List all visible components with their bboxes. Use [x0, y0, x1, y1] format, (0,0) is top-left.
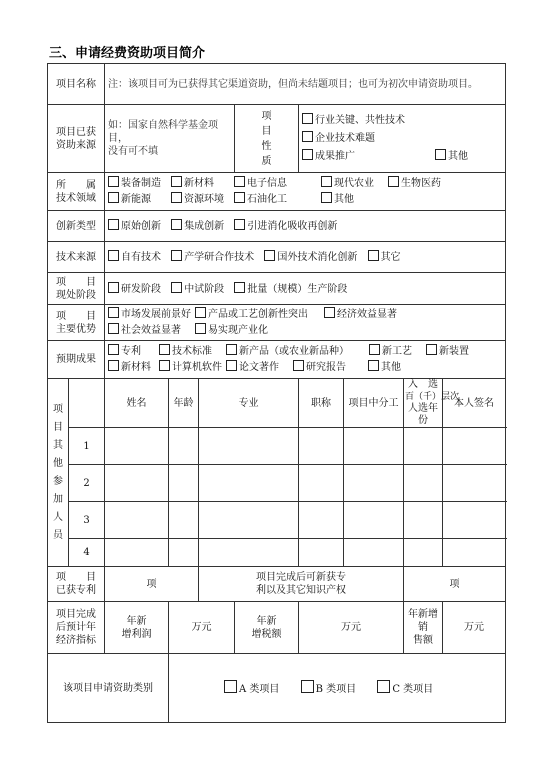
participants-label-char: 参: [53, 475, 63, 487]
tech-field-options: [105, 173, 506, 211]
category-option-label: C 类项目: [392, 684, 434, 695]
new-ip-count-cell[interactable]: [404, 567, 506, 602]
tech-field-row: [48, 173, 506, 211]
sales-unit: 万元: [464, 622, 484, 633]
participant-title-cell[interactable]: [299, 502, 344, 539]
checkbox[interactable]: [302, 149, 313, 160]
participants-label-char: 项: [53, 403, 63, 415]
profit-label: [105, 602, 169, 654]
participants-label-char: 加: [53, 493, 63, 505]
checkbox[interactable]: [224, 680, 237, 693]
nature-option-promotion[interactable]: [302, 148, 428, 166]
participant-age-cell[interactable]: [169, 465, 199, 502]
profit-unit: 万元: [191, 622, 212, 633]
stage-option[interactable]: [108, 282, 161, 296]
checkbox[interactable]: [108, 360, 119, 371]
economic-row: [48, 602, 506, 654]
header-age: 年龄: [169, 379, 199, 428]
tech-source-option[interactable]: [108, 250, 161, 264]
funding-source-label-line2: 资助来源: [56, 139, 96, 151]
result-option-label: 专利: [121, 345, 141, 357]
sales-label-line1: 年新增销: [408, 609, 438, 633]
project-stage-options: [105, 273, 506, 305]
checkbox[interactable]: [234, 282, 245, 293]
header-major: 专业: [199, 379, 299, 428]
participant-name-cell[interactable]: [105, 539, 169, 567]
innovation-option-label: 集成创新: [184, 221, 225, 232]
participant-division-cell[interactable]: [344, 502, 404, 539]
advantage-option[interactable]: [195, 323, 268, 339]
result-option[interactable]: [108, 360, 152, 376]
innovation-type-options: [105, 211, 506, 242]
section-title: 三、申请经费资助项目简介: [49, 46, 206, 61]
participant-index: 3: [69, 502, 105, 539]
participant-selected-cell[interactable]: [404, 465, 443, 502]
advantage-option-label: 产品或工艺创新性突出: [208, 308, 308, 320]
expected-results-label: 预期成果: [48, 341, 105, 379]
checkbox[interactable]: [234, 176, 245, 187]
participant-selected-cell[interactable]: [404, 428, 443, 465]
participants-label-char: 他: [53, 457, 63, 469]
category-option-c[interactable]: [377, 680, 433, 696]
result-option[interactable]: [368, 360, 401, 376]
new-ip-label: [199, 567, 404, 602]
checkbox[interactable]: [108, 344, 119, 355]
category-option-b[interactable]: [301, 680, 357, 696]
checkbox[interactable]: [426, 344, 437, 355]
project-name-label: 项目名称: [48, 64, 105, 105]
checkbox[interactable]: [108, 192, 119, 203]
field-option[interactable]: [388, 176, 441, 192]
checkbox[interactable]: [171, 192, 182, 203]
project-stage-row: [48, 273, 506, 305]
participants-label-char: 员: [53, 529, 63, 541]
patents-label-line2: 已获专利: [56, 585, 96, 596]
innovation-option[interactable]: [171, 219, 224, 233]
participants-label: [48, 379, 69, 567]
checkbox[interactable]: [368, 360, 379, 371]
participants-label-char: 人: [53, 511, 63, 523]
sales-label: [404, 602, 443, 654]
result-option-label: 其他: [381, 361, 401, 373]
project-stage-label-line2: 现处阶段: [56, 289, 96, 301]
innovation-option-label: 引进消化吸收再创新: [247, 221, 338, 232]
result-option-label: 论文著作: [239, 361, 279, 373]
nature-option-key-tech[interactable]: [302, 112, 428, 130]
patents-count-cell[interactable]: [105, 567, 199, 602]
participant-major-cell[interactable]: [199, 465, 299, 502]
category-option-label: A 类项目: [239, 684, 280, 695]
participant-name-cell[interactable]: [105, 502, 169, 539]
field-option[interactable]: [321, 192, 354, 208]
checkbox[interactable]: [171, 176, 182, 187]
economic-label-line: 经济指标: [56, 635, 96, 646]
tech-field-label-line2: 技术领域: [56, 192, 96, 204]
header-signature: 本人签名: [443, 379, 506, 428]
checkbox[interactable]: [108, 219, 119, 230]
checkbox[interactable]: [234, 219, 245, 230]
checkbox[interactable]: [368, 250, 379, 261]
project-name-note[interactable]: 注：该项目可为已获得其它渠道资助，但尚未结题项目；也可为初次申请资助项目。: [105, 64, 506, 105]
checkbox[interactable]: [195, 307, 206, 318]
nature-label-char: 项: [261, 110, 272, 122]
tech-source-option-label: 自有技术: [121, 252, 161, 263]
expected-results-row: [48, 341, 506, 379]
checkbox[interactable]: [108, 176, 119, 187]
tax-label: [235, 602, 299, 654]
main-advantage-label-line1: 项 目: [56, 310, 96, 322]
checkbox[interactable]: [435, 149, 446, 160]
patents-label-line1: 项 目: [56, 572, 96, 583]
result-option[interactable]: [369, 344, 419, 360]
header-selected-year: [404, 379, 460, 428]
checkbox[interactable]: [171, 250, 182, 261]
project-stage-label-line1: 项 目: [56, 276, 96, 288]
main-advantage-label-line2: 主要优势: [56, 323, 96, 335]
header-title: 职称: [299, 379, 344, 428]
main-advantage-label: [48, 305, 105, 341]
checkbox[interactable]: [321, 176, 332, 187]
result-option[interactable]: [426, 344, 469, 360]
checkbox[interactable]: [369, 344, 380, 355]
participant-age-cell[interactable]: [169, 502, 199, 539]
sales-label-line2: 售额: [413, 635, 433, 646]
tech-source-option-label: 国外技术消化创新: [277, 252, 358, 263]
participant-selected-cell[interactable]: [404, 502, 443, 539]
field-option-label: 新材料: [184, 177, 214, 189]
nature-option-other[interactable]: [435, 148, 468, 166]
participant-division-cell[interactable]: [344, 465, 404, 502]
participant-signature-cell[interactable]: [443, 539, 506, 567]
participants-label-char: 其: [53, 439, 63, 451]
result-option-label: 新产品（或农业新品种）: [239, 345, 349, 357]
participant-title-cell[interactable]: [299, 428, 344, 465]
checkbox[interactable]: [159, 360, 170, 371]
result-option[interactable]: [293, 360, 361, 376]
category-options: [169, 654, 506, 723]
field-option-label: 电子信息: [247, 177, 287, 189]
profit-label-line2: 增利润: [121, 628, 152, 640]
field-option[interactable]: [108, 176, 164, 192]
tech-source-options: [105, 242, 506, 273]
advantage-option[interactable]: [195, 307, 317, 323]
header-selected-line1: 入 选: [408, 379, 438, 390]
field-option[interactable]: [234, 176, 314, 192]
checkbox[interactable]: [388, 176, 399, 187]
result-option-label: 新工艺: [382, 345, 412, 357]
participant-index: 4: [69, 539, 105, 567]
nature-label-char: 目: [261, 125, 272, 137]
participant-age-cell[interactable]: [169, 428, 199, 465]
nature-option-label: 成果推广: [315, 150, 355, 162]
tax-label-line1: 年新: [256, 615, 277, 627]
innovation-type-row: [48, 211, 506, 242]
field-option[interactable]: [321, 176, 381, 192]
field-option[interactable]: [108, 192, 164, 208]
field-option-label: 现代农业: [334, 177, 374, 189]
field-option[interactable]: [171, 176, 227, 192]
project-stage-label: [48, 273, 105, 305]
nature-label-char: 质: [261, 155, 272, 167]
result-option[interactable]: [159, 344, 219, 360]
innovation-type-label: 创新类型: [48, 211, 105, 242]
checkbox[interactable]: [302, 113, 313, 124]
header-selected-line3: 人选年份: [408, 403, 438, 426]
economic-label-line: 后预计年: [56, 622, 96, 633]
funding-source-row: [48, 105, 506, 173]
nature-option-label: 企业技术难题: [315, 132, 375, 144]
application-form-table: [47, 63, 506, 723]
checkbox[interactable]: [171, 219, 182, 230]
advantage-option[interactable]: [324, 307, 397, 323]
stage-option-label: 研发阶段: [121, 283, 161, 295]
advantage-option-label: 社会效益显著: [121, 324, 181, 336]
result-option[interactable]: [159, 360, 222, 376]
participant-index: 1: [69, 428, 105, 465]
participant-row: [48, 428, 506, 465]
tech-source-option[interactable]: [368, 250, 401, 264]
project-nature-label: [235, 105, 299, 173]
innovation-option-label: 原始创新: [121, 221, 161, 232]
tech-source-option[interactable]: [171, 250, 254, 264]
checkbox[interactable]: [226, 344, 237, 355]
category-row: [48, 654, 506, 723]
checkbox[interactable]: [234, 192, 245, 203]
participant-signature-cell[interactable]: [443, 465, 506, 502]
participant-division-cell[interactable]: [344, 539, 404, 567]
tech-source-label: 技术来源: [48, 242, 105, 273]
field-option-label: 生物医药: [401, 177, 441, 189]
project-nature-options: [299, 105, 506, 173]
economic-label-line: 项目完成: [56, 609, 96, 620]
participants-index-header: [69, 379, 105, 428]
stage-option-label: 中试阶段: [184, 283, 225, 295]
stage-option-label: 批量（规模）生产阶段: [247, 283, 348, 295]
result-option-label: 研究报告: [306, 361, 346, 373]
main-advantage-row: [48, 305, 506, 341]
main-advantage-options: [105, 305, 506, 341]
checkbox[interactable]: [377, 680, 390, 693]
participant-signature-cell[interactable]: [443, 428, 506, 465]
checkbox[interactable]: [108, 282, 119, 293]
checkbox[interactable]: [301, 680, 314, 693]
field-option-label: 其他: [334, 193, 354, 205]
funding-source-label: [48, 105, 105, 173]
participant-major-cell[interactable]: [199, 502, 299, 539]
tech-source-row: [48, 242, 506, 273]
patents-label: [48, 567, 105, 602]
field-option-label: 石油化工: [247, 193, 287, 205]
checkbox[interactable]: [324, 307, 335, 318]
checkbox[interactable]: [293, 360, 304, 371]
tax-unit: 万元: [341, 622, 361, 633]
checkbox[interactable]: [195, 323, 206, 334]
nature-option-label: 其他: [448, 150, 468, 162]
nature-option-label: 行业关键、共性技术: [315, 114, 405, 126]
advantage-option-label: 易实现产业化: [208, 324, 268, 336]
advantage-option[interactable]: [108, 323, 188, 339]
nature-option-enterprise[interactable]: [302, 130, 375, 148]
checkbox[interactable]: [159, 344, 170, 355]
category-label: 该项目申请资助类别: [48, 654, 169, 723]
field-option[interactable]: [234, 192, 314, 208]
project-name-row: [48, 64, 506, 105]
result-option[interactable]: [226, 344, 362, 360]
participant-signature-cell[interactable]: [443, 502, 506, 539]
new-ip-unit: 项: [449, 578, 460, 590]
checkbox[interactable]: [302, 131, 313, 142]
participant-major-cell[interactable]: [199, 428, 299, 465]
patents-row: [48, 567, 506, 602]
nature-label-char: 性: [261, 140, 272, 152]
participant-age-cell[interactable]: [169, 539, 199, 567]
participant-index: 2: [69, 465, 105, 502]
category-option-label: B 类项目: [315, 684, 357, 695]
patents-unit: 项: [146, 578, 157, 590]
stage-option[interactable]: [171, 282, 224, 296]
checkbox[interactable]: [108, 323, 119, 334]
innovation-option[interactable]: [234, 219, 337, 233]
stage-option[interactable]: [234, 282, 347, 296]
funding-source-input[interactable]: [105, 105, 235, 173]
advantage-option-label: 市场发展前景好: [121, 308, 191, 320]
field-option[interactable]: [171, 192, 227, 208]
result-option[interactable]: [108, 344, 152, 360]
participants-label-char: 目: [53, 421, 63, 433]
field-option-label: 资源环境: [184, 193, 224, 205]
checkbox[interactable]: [264, 250, 275, 261]
result-option-label: 新材料: [121, 361, 151, 373]
funding-source-label-line1: 项目已获: [56, 126, 96, 138]
funding-source-hint-line2: 没有可不填: [108, 146, 158, 157]
header-division: 项目中分工: [344, 379, 404, 428]
field-option-label: 装备制造: [121, 177, 161, 189]
participant-selected-cell[interactable]: [404, 539, 443, 567]
participant-name-cell[interactable]: [105, 428, 169, 465]
tech-field-label-line1: 所 属: [56, 179, 96, 191]
result-option[interactable]: [226, 360, 286, 376]
tech-source-option-label: 其它: [380, 252, 401, 263]
participant-row: [48, 502, 506, 539]
checkbox[interactable]: [171, 282, 182, 293]
result-option-label: 技术标准: [172, 345, 212, 357]
new-ip-label-line1: 项目完成后可新获专: [256, 572, 346, 583]
participant-title-cell[interactable]: [299, 539, 344, 567]
header-name: 姓名: [105, 379, 169, 428]
sales-value-cell[interactable]: [443, 602, 506, 654]
profit-label-line1: 年新: [126, 615, 147, 627]
participant-division-cell[interactable]: [344, 428, 404, 465]
funding-source-hint-line1: 如：国家自然科学基金项目，: [108, 120, 218, 144]
participant-title-cell[interactable]: [299, 465, 344, 502]
advantage-option[interactable]: [108, 307, 191, 323]
participant-row: [48, 465, 506, 502]
participants-header-row: [48, 379, 506, 428]
header-selected-line2: 百（千）层次: [405, 392, 460, 402]
category-option-a[interactable]: [224, 680, 279, 696]
tech-field-label: [48, 173, 105, 211]
checkbox[interactable]: [108, 250, 119, 261]
tech-source-option-label: 产学研合作技术: [184, 252, 255, 263]
result-option-label: 新装置: [439, 345, 469, 357]
tax-value-cell[interactable]: [299, 602, 404, 654]
advantage-option-label: 经济效益显著: [337, 308, 397, 320]
profit-value-cell[interactable]: [169, 602, 235, 654]
checkbox[interactable]: [321, 192, 332, 203]
participant-name-cell[interactable]: [105, 465, 169, 502]
new-ip-label-line2: 利以及其它知识产权: [256, 585, 346, 596]
participant-major-cell[interactable]: [199, 539, 299, 567]
expected-results-options: [105, 341, 506, 379]
result-option-label: 计算机软件: [172, 361, 222, 373]
economic-label: [48, 602, 105, 654]
checkbox[interactable]: [226, 360, 237, 371]
participant-row: [48, 539, 506, 567]
innovation-option[interactable]: [108, 219, 161, 233]
checkbox[interactable]: [108, 307, 119, 318]
tech-source-option[interactable]: [264, 250, 357, 264]
field-option-label: 新能源: [121, 193, 151, 205]
tax-label-line2: 增税额: [251, 628, 282, 640]
